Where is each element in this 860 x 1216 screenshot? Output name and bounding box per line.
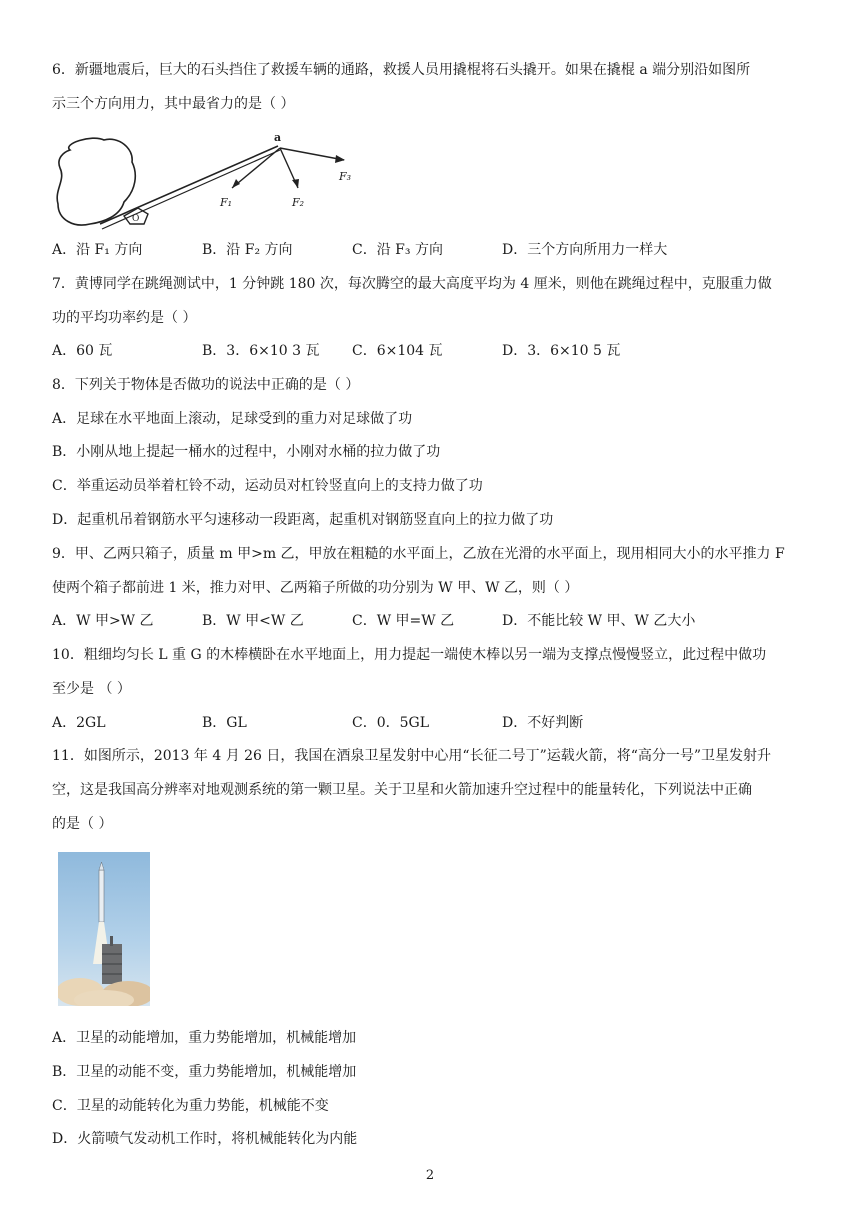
q7-option-a: A．60 瓦 <box>52 343 113 359</box>
q6-option-d: D．三个方向所用力一样大 <box>502 242 668 258</box>
rocket-body <box>99 870 104 922</box>
q10-option-c: C．0．5GL <box>352 715 430 731</box>
rocket-launch-photo <box>58 852 150 1006</box>
q7-option-c: C．6×104 瓦 <box>352 343 443 359</box>
q7-stem-line2: 功的平均功率约是（ ） <box>52 310 197 326</box>
pivot-label: O <box>132 214 140 224</box>
crowbar-edge <box>102 150 280 229</box>
q11-choice-b: B．卫星的动能不变，重力势能增加，机械能增加 <box>52 1064 357 1080</box>
q11-stem-line3: 的是（ ） <box>52 816 113 832</box>
q6-option-b: B．沿 F₂ 方向 <box>202 242 293 258</box>
q10-option-d: D．不好判断 <box>502 715 584 731</box>
q7-stem-line1: 7．黄博同学在跳绳测试中，1 分钟跳 180 次，每次腾空的最大高度平均为 4 厘米，则他在跳绳过程中，克服重力做 <box>52 276 772 292</box>
q11-choice-c: C．卫星的动能转化为重力势能，机械能不变 <box>52 1098 329 1114</box>
q7-option-d: D．3．6×10 5 瓦 <box>502 343 621 359</box>
q8-choice-a: A．足球在水平地面上滚动，足球受到的重力对足球做了功 <box>52 411 413 427</box>
q11-stem-line2: 空，这是我国高分辨率对地观测系统的第一颗卫星。关于卫星和火箭加速升空过程中的能量转化，下列说法中正确 <box>52 782 752 798</box>
q8-stem: 8．下列关于物体是否做功的说法中正确的是（ ） <box>52 377 360 393</box>
q10-stem-line1: 10．粗细均匀长 L 重 G 的木棒横卧在水平地面上，用力提起一端使木棒以另一端为支撑点慢慢竖立，此过程中做功 <box>52 647 767 663</box>
q9-option-a: A．W 甲>W 乙 <box>52 613 154 629</box>
q11-choice-a: A．卫星的动能增加，重力势能增加，机械能增加 <box>52 1030 357 1046</box>
force-f3-arrow <box>280 148 344 160</box>
q7-option-b: B．3．6×10 3 瓦 <box>202 343 320 359</box>
q6-stem-line1: 6．新疆地震后，巨大的石头挡住了救援车辆的通路，救援人员用撬棍将石头撬开。如果在撬棍 a 端分别沿如图所 <box>52 62 751 78</box>
q9-option-b: B．W 甲<W 乙 <box>202 613 304 629</box>
q6-option-c: C．沿 F₃ 方向 <box>352 242 443 258</box>
q10-option-a: A．2GL <box>52 715 106 731</box>
force-f3-label: F₃ <box>339 170 352 183</box>
force-f2-label: F₂ <box>292 196 305 209</box>
rock-outline <box>57 138 135 225</box>
force-f1-label: F₁ <box>220 196 233 209</box>
q8-choice-c: C．举重运动员举着杠铃不动，运动员对杠铃竖直向上的支持力做了功 <box>52 478 483 494</box>
crowbar <box>100 146 278 224</box>
q11-stem-line1: 11．如图所示，2013 年 4 月 26 日，我国在酒泉卫星发射中心用“长征二号丁”运载火箭，将“高分一号”卫星发射升 <box>52 748 772 764</box>
point-a-label: a <box>274 131 282 144</box>
q8-choice-b: B．小刚从地上提起一桶水的过程中，小刚对水桶的拉力做了功 <box>52 444 441 460</box>
q9-option-c: C．W 甲=W 乙 <box>352 613 455 629</box>
q6-stem-line2: 示三个方向用力，其中最省力的是（ ） <box>52 96 295 112</box>
page-number: 2 <box>425 1168 435 1183</box>
q6-option-a: A．沿 F₁ 方向 <box>52 242 143 258</box>
q9-stem-line2: 使两个箱子都前进 1 米，推力对甲、乙两箱子所做的功分别为 W 甲、W 乙，则（ ） <box>52 580 579 596</box>
q11-choice-d: D．火箭喷气发动机工作时，将机械能转化为内能 <box>52 1131 358 1147</box>
q10-option-b: B．GL <box>202 715 247 731</box>
q9-option-d: D．不能比较 W 甲、W 乙大小 <box>502 613 696 629</box>
lever-figure <box>52 128 362 232</box>
q9-stem-line1: 9．甲、乙两只箱子，质量 m 甲>m 乙，甲放在粗糙的水平面上，乙放在光滑的水平面上，现用相同大小的水平推力 F <box>52 546 785 562</box>
q10-stem-line2: 至少是 （ ） <box>52 681 131 697</box>
q8-choice-d: D．起重机吊着钢筋水平匀速移动一段距离，起重机对钢筋竖直向上的拉力做了功 <box>52 512 554 528</box>
